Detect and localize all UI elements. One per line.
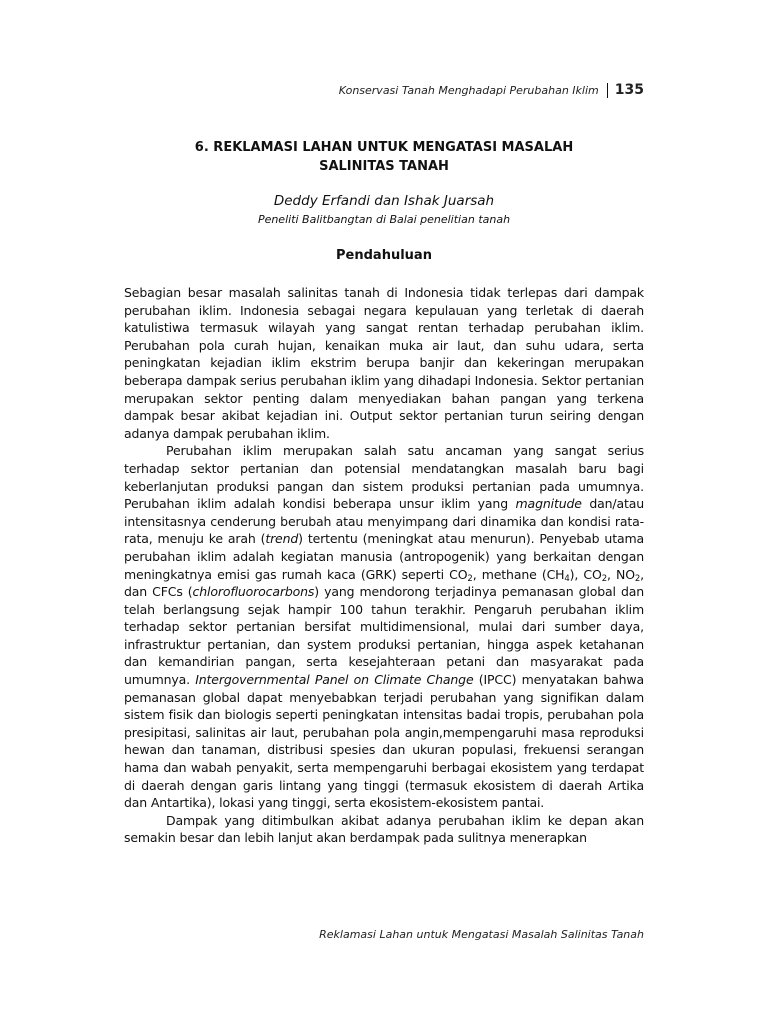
- p2-text-1: Perubahan iklim merupakan salah satu ancaman yang sangat serius terhadap sektor pertanian dan potensial mendatangkan masalah baru bagi keberlanjutan produksi pangan dan sistem produksi pertanian pada umumnya. Perubahan iklim adalah kondisi beberapa unsur iklim yang: [124, 443, 644, 512]
- subscript: 2: [467, 573, 473, 584]
- p2-text-4: , methane (CH: [472, 566, 565, 582]
- author-affiliation: Peneliti Balitbangtan di Balai penelitian tanah: [257, 213, 511, 226]
- authors: Deddy Erfandi dan Ishak Juarsah: [273, 193, 495, 209]
- p2-text-2: dan/atau intensitasnya cenderung berubah atau menyimpang dari dinamika dan kondisi rata-rata, menuju ke arah (: [124, 496, 644, 547]
- p2-text-8: ) yang mendorong terjadinya pemanasan global dan telah berlangsung sejak hampir 100 tahun terakhir. Pengaruh perubahan iklim terhadap sektor pertanian bersifat multidimensional, mulai dari sumber daya, infrastruktur pertanian, dan system produksi pertanian, hingga aspek ketahanan dan kemandirian pangan, serta kesejahteraan petani dan masyarakat pada umumnya.: [124, 584, 645, 688]
- p2-text-9: (IPCC) menyatakan bahwa pemanasan global dapat menyebabkan terjadi perubahan yang signifikan dalam sistem fisik dan biologis seperti peningkatan intensitas badai tropis, perubahan pola presipitasi, salinitas air laut, perubahan pola angin,mempengaruhi masa reproduksi hewan dan tanaman, distribusi spesies dan ukuran populasi, frekuensi serangan hama dan wabah penyakit, serta mempengaruhi berbagai ekosistem yang terdapat di daerah dengan garis lintang yang tinggi (termasuk ekosistem di daerah Artika dan Antartika), lokasi yang tinggi, serta ekosistem-ekosistem pantai.: [124, 672, 645, 811]
- page-number: 135: [614, 82, 644, 98]
- header-divider: [607, 83, 608, 98]
- chapter-title-line-2: SALINITAS TANAH: [319, 159, 449, 174]
- chapter-title-line-1: 6. REKLAMASI LAHAN UNTUK MENGATASI MASALAH: [194, 140, 574, 155]
- subscript: 2: [634, 573, 641, 584]
- paragraph-1: Sebagian besar masalah salinitas tanah di Indonesia tidak terlepas dari dampak perubahan iklim. Indonesia sebagai negara kepulauan yang terletak di daerah katulistiwa termasuk wilayah yang sangat rentan terhadap perubahan iklim. Perubahan pola curah hujan, kenaikan muka air laut, dan suhu udara, serta peningkatan kejadian iklim ekstrim berupa banjir dan kekeringan merupakan beberapa dampak serius perubahan iklim yang dihadapi Indonesia. Sektor pertanian merupakan sektor penting dalam menyediakan bahan pangan yang terkena dampak besar akibat kejadian ini. Output sektor pertanian turun seiring dengan adanya dampak perubahan iklim.: [124, 285, 644, 441]
- paragraph-2: [124, 442, 644, 811]
- section-heading: Pendahuluan: [336, 248, 432, 263]
- paragraph-3: Dampak yang ditimbulkan akibat adanya perubahan iklim ke depan akan semakin besar dan lebih lanjut akan berdampak pada sulitnya menerapkan: [124, 812, 644, 846]
- term-magnitude: magnitude: [515, 496, 582, 512]
- p2-text-3: ) tertentu (meningkat atau menurun). Penyebab utama perubahan iklim adalah kegiatan manusia (antropogenik) yang berkaitan dengan meningkatnya emisi gas rumah kaca (GRK) seperti CO: [124, 531, 644, 582]
- chapter-title: [124, 138, 644, 176]
- running-footer: Reklamasi Lahan untuk Mengatasi Masalah Salinitas Tanah: [319, 928, 644, 941]
- subscript: 4: [564, 573, 570, 584]
- running-header: [124, 82, 644, 98]
- p2-text-5: ), CO: [569, 566, 602, 582]
- term-ipcc: Intergovernmental Panel on Climate Change: [195, 672, 474, 688]
- body-text: [124, 284, 644, 847]
- running-header-title: Konservasi Tanah Menghadapi Perubahan Iklim: [338, 83, 599, 97]
- p2-text-7: , dan CFCs (: [124, 566, 644, 600]
- term-trend: trend: [265, 531, 299, 547]
- p2-text-6: , NO: [606, 566, 635, 582]
- term-chlorofluorocarbons: chlorofluorocarbons: [192, 584, 315, 600]
- subscript: 2: [601, 573, 607, 584]
